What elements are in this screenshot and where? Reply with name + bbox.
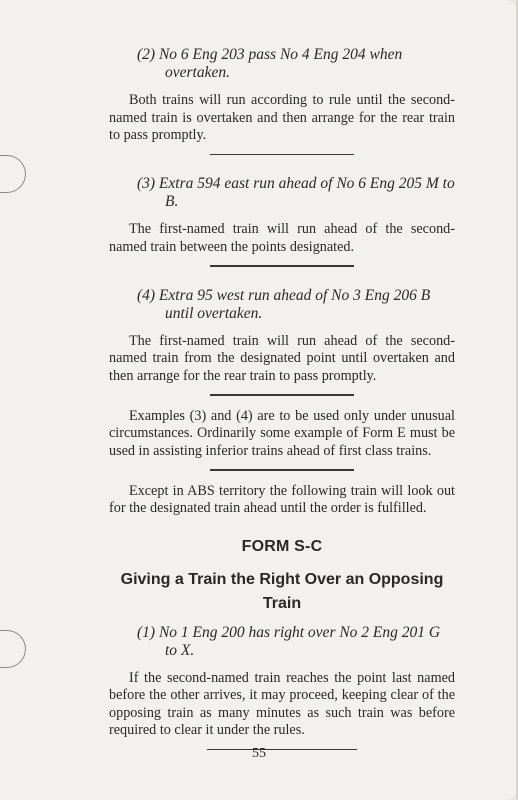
form-subheading: Giving a Train the Right Over an Opposing Train (120, 570, 444, 612)
page-content (109, 46, 455, 770)
note-examples: Examples (3) and (4) are to be used only under unusual circumstances. Ordinarily some example of Form E must be used in assisting inferior trains ahead of first class trains. (109, 407, 455, 459)
section-divider (210, 469, 354, 471)
rule-3-title: (3) Extra 594 east run ahead of No 6 Eng 205 M to B. (137, 175, 455, 210)
rule-2-title: (2) No 6 Eng 203 pass No 4 Eng 204 when overtaken. (137, 46, 403, 81)
form-heading: FORM S-C (241, 537, 323, 555)
binder-hole-top (0, 155, 26, 193)
note-abs-territory: Except in ABS territory the following train will look out for the designated train ahead until the order is fulfilled. (109, 482, 455, 516)
form-rule-1-title: (1) No 1 Eng 200 has right over No 2 Eng 201 G to X. (137, 623, 441, 659)
page-number: 55 (252, 746, 266, 761)
rule-3-body: The first-named train will run ahead of the second-named train between the points designated. (109, 221, 455, 255)
rule-4-body: The first-named train will run ahead of the second-named train from the designated point until overtaken and then arrange for the rear train to pass promptly. (109, 332, 455, 384)
rule-2-body: Both trains will run according to rule until the second-named train is overtaken and then arrange for the rear train to pass promptly. (109, 92, 455, 143)
section-divider (210, 394, 354, 396)
rule-4-title: (4) Extra 95 west run ahead of No 3 Eng 206 B until overtaken. (137, 286, 431, 322)
form-rule-1-body: If the second-named train reaches the point last named before the other arrives, it may proceed, keeping clear of the opposing train as many minutes as such train was before required to clear it under the rules. (109, 669, 455, 738)
binder-hole-bottom (0, 630, 26, 668)
section-divider (210, 265, 354, 267)
section-divider (210, 154, 354, 156)
